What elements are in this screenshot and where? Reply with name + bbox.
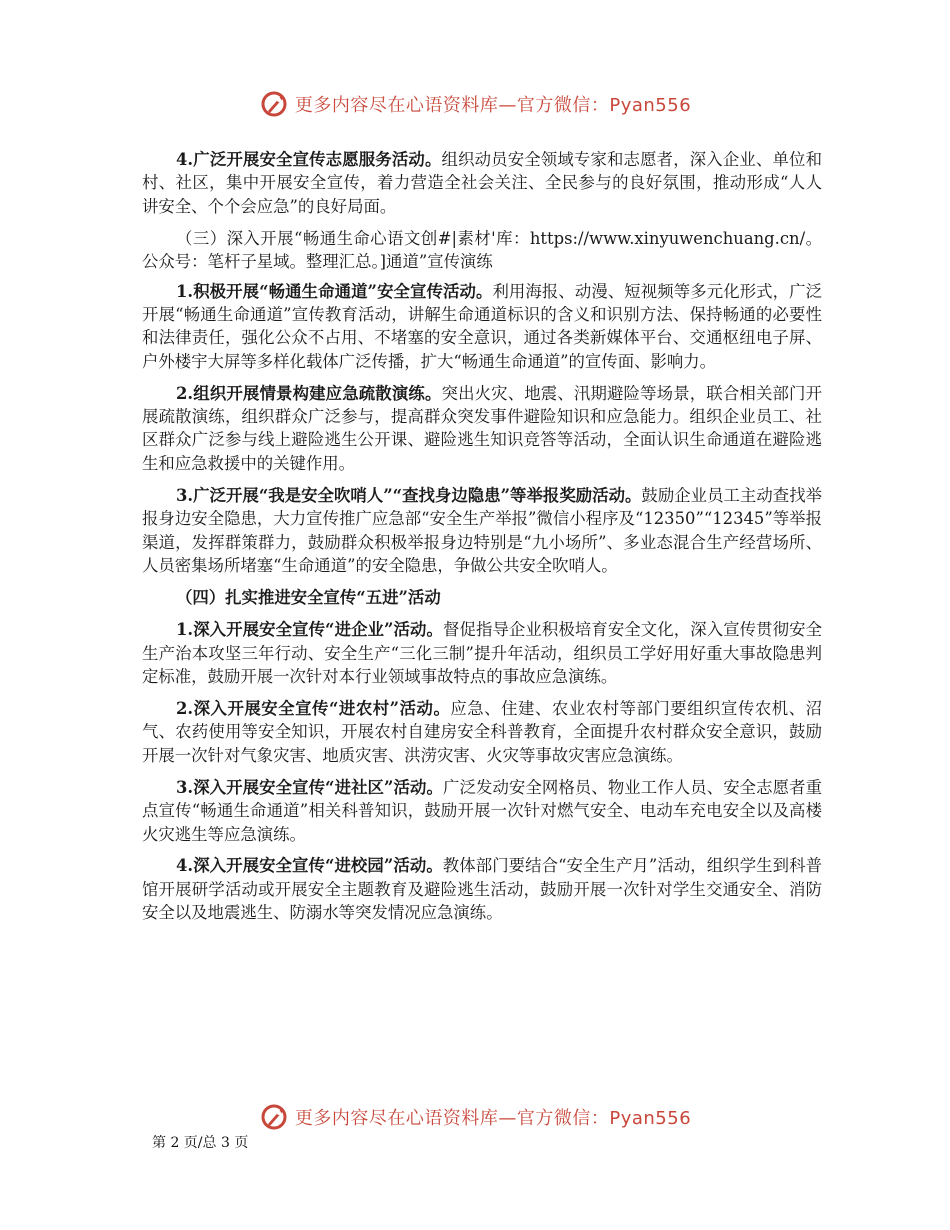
footer-banner xyxy=(0,1097,950,1137)
section-heading-3 xyxy=(142,227,822,274)
paragraph xyxy=(142,484,822,578)
paragraph xyxy=(142,148,822,218)
paragraph-lead: 2.深入开展安全宣传“进农村”活动。 xyxy=(176,699,451,719)
paragraph-lead: 3.深入开展安全宣传“进社区”活动。 xyxy=(176,777,443,797)
paragraph xyxy=(142,776,822,846)
banner-text: 更多内容尽在心语资料库—官方微信：Pyan556 xyxy=(294,1108,692,1129)
paragraph-body: 督促指导企业积极培育安全文化，深入宣传贯彻安全生产治本攻坚三年行动、安全生产“三化三制”提升年活动，组织员工学好用好重大事故隐患判定标准，鼓励开展一次针对本行业领域事故特点的事故应急演练。 xyxy=(142,620,823,687)
heading-text: （四）扎实推进安全宣传“五进”活动 xyxy=(176,587,441,607)
pen-logo-icon xyxy=(259,1102,289,1132)
paragraph-lead: 1.积极开展“畅通生命通道”安全宣传活动。 xyxy=(176,281,493,301)
header-banner xyxy=(0,84,950,124)
document-body xyxy=(142,148,822,933)
paragraph xyxy=(142,697,822,767)
paragraph xyxy=(142,618,822,688)
paragraph xyxy=(142,854,822,924)
pen-logo-icon xyxy=(259,89,289,119)
paragraph xyxy=(142,280,822,374)
paragraph-body: 教体部门要结合“安全生产月”活动，组织学生到科普馆开展研学活动或开展安全主题教育及避险逃生活动，鼓励开展一次针对学生交通安全、消防安全以及地震逃生、防溺水等突发情况应急演练。 xyxy=(142,856,822,923)
paragraph-lead: 1.深入开展安全宣传“进企业”活动。 xyxy=(176,620,443,640)
section-heading-4 xyxy=(142,586,822,609)
paragraph-body: 突出火灾、地震、汛期避险等场景，联合相关部门开展疏散演练，组织群众广泛参与，提高群众突发事件避险知识和应急能力。组织企业员工、社区群众广泛参与线上避险逃生公开课、避险逃生知识竞答等活动，全面认识生命通道在避险逃生和应急救援中的关键作用。 xyxy=(142,383,822,473)
paragraph-body: 组织动员安全领域专家和志愿者，深入企业、单位和村、社区，集中开展安全宣传，着力营造全社会关注、全民参与的良好氛围，推动形成“人人讲安全、个个会应急”的良好局面。 xyxy=(142,150,822,216)
paragraph-body: 鼓励企业员工主动查找举报身边安全隐患，大力宣传推广应急部“安全生产举报”微信小程序及“12350”“12345”等举报渠道，发挥群策群力，鼓励群众积极举报身边特别是“九小场所”、多业态混合生产经营场所、人员密集场所堵塞“生命通道”的安全隐患，争做公共安全吹哨人。 xyxy=(142,485,823,575)
paragraph-lead: 3.广泛开展“我是安全吹哨人”“查找身边隐患”等举报奖励活动。 xyxy=(176,485,642,505)
paragraph-body: 广泛发动安全网格员、物业工作人员、安全志愿者重点宣传“畅通生命通道”相关科普知识，鼓励开展一次针对燃气安全、电动车充电安全以及高楼火灾逃生等应急演练。 xyxy=(142,777,823,844)
paragraph-lead: 2.组织开展情景构建应急疏散演练。 xyxy=(176,383,442,403)
paragraph-body: （三）深入开展“畅通生命心语文创#|素材'库：https://www.xinyuwenchuang.cn/。公众号：笔杆子星域。整理汇总。]通道”宣传演练 xyxy=(142,228,822,272)
paragraph-lead: 4.深入开展安全宣传“进校园”活动。 xyxy=(176,856,443,876)
paragraph xyxy=(142,382,822,476)
page-number: 第 2 页/总 3 页 xyxy=(152,1135,249,1151)
paragraph-lead: 4.广泛开展安全宣传志愿服务活动。 xyxy=(176,150,442,169)
paragraph-body: 应急、住建、农业农村等部门要组织宣传农机、沼气、农药使用等安全知识，开展农村自建房安全科普教育，全面提升农村群众安全意识，鼓励开展一次针对气象灾害、地质灾害、洪涝灾害、火灾等事故灾害应急演练。 xyxy=(142,699,823,765)
paragraph-body: 利用海报、动漫、短视频等多元化形式，广泛开展“畅通生命通道”宣传教育活动，讲解生命通道标识的含义和识别方法、保持畅通的必要性和法律责任，强化公众不占用、不堵塞的安全意识，通过各类新媒体平台、交通枢纽电子屏、户外楼宇大屏等多样化载体广泛传播，扩大“畅通生命通道”的宣传面、影响力。 xyxy=(142,281,823,371)
banner-text: 更多内容尽在心语资料库—官方微信：Pyan556 xyxy=(294,95,692,116)
